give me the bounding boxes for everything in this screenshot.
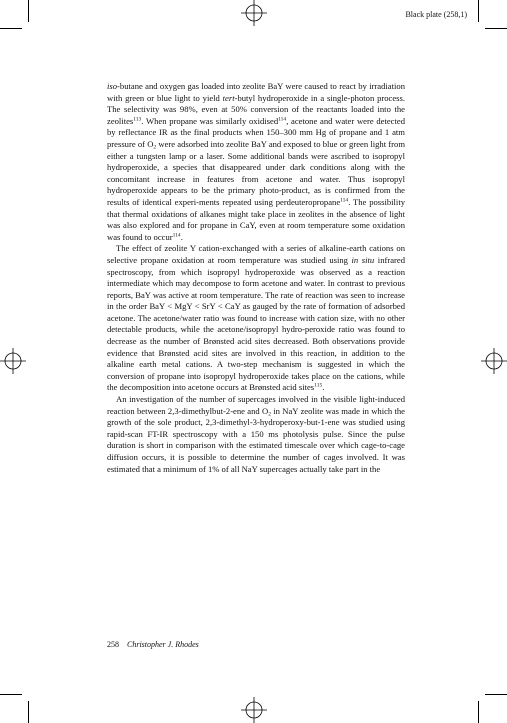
text-run: The effect of zeolite Y cation-exchanged with a series of alkaline-earth cations on selective propane oxidation at room temperature was studied using xyxy=(107,243,405,265)
paragraph xyxy=(107,243,405,394)
citation-superscript: 115 xyxy=(314,382,323,389)
text-run: were adsorbed into zeolite BaY and exposed to blue or green light from either a tungsten lamp or a laser. Some additional bands were ascribed to isopropyl hydroperoxide, a species that disappeared under dark conditions along with the concomitant increase in features from acetone and water. Thus isopropyl hydroperoxide appears to be the primary photo-product, as is confirmed from the results of identical experi-ments repeated using perdeuteropropane xyxy=(107,138,406,207)
text-run: -butyl hydroperoxide in a single-photon process. The selectivity was 98%, even at 50% conversion of the reactants loaded into the zeolites xyxy=(107,92,405,126)
text-run: . xyxy=(180,231,183,242)
text-run: . xyxy=(322,382,325,393)
crop-mark-top-left-v xyxy=(28,0,29,22)
citation-superscript: 114 xyxy=(340,197,349,204)
crop-mark-top-right-v xyxy=(478,0,479,22)
paragraph xyxy=(107,81,405,243)
text-run: . The possibility that thermal oxidations of alkanes might take place in zeolites in the absence of light was also explored and for propane in CaY, even at room temperature some oxidation was found to occur xyxy=(107,196,406,242)
text-run: in NaY zeolite was made in which the growth of the sole product, 2,3-dimethyl-3-hydroperoxy-but-1-ene was studied using rapid-scan FT-IR spectroscopy with a 150 ms photolysis pulse. Since the pulse duration is short in comparison with the estimated timescale over which cage-to-cage diffusion occurs, it is possible to determine the number of cages involved. It was estimated that a minimum of 1% of all NaY supercages actually take part in the xyxy=(107,405,405,474)
crop-mark-bottom-right-h xyxy=(485,694,507,695)
citation-superscript: 114 xyxy=(278,116,287,123)
running-foot-author: Christopher J. Rhodes xyxy=(127,640,199,649)
crop-mark-bottom-left-v xyxy=(28,701,29,723)
registration-mark-top xyxy=(241,0,267,26)
text-run: infrared spectroscopy, from which isopropyl hydroperoxide was observed as a reaction intermediate which may decompose to form acetone and water. In contrast to previous reports, BaY was active at room temperature. The rate of reaction was seen to increase in the order BaY < MgY < SrY < CaY as gauged by the rate of formation of adsorbed acetone. The acetone/water ratio was found to increase with cation size, with no other detectable products, while the acetone/isopropyl hydro-peroxide ratio was found to decrease as the number of Brønsted acid sites decreased. Both observations provide evidence that Brønsted acid sites are involved in this reaction, in addition to the alkaline earth metal cations. A two-step mechanism is suggested in which the conversion of propane into isopropyl hydroperoxide takes place on the cations, while the decomposition into acetone occurs at Brønsted acid sites xyxy=(107,254,406,393)
crop-mark-bottom-right-v xyxy=(478,701,479,723)
registration-mark-right xyxy=(481,348,507,374)
citation-superscript: 114 xyxy=(172,232,181,239)
paragraph xyxy=(107,394,405,475)
subscript: 2 xyxy=(268,411,271,418)
running-head: Black plate (258,1) xyxy=(405,10,467,19)
text-run: tert xyxy=(222,92,235,103)
crop-mark-top-right-h xyxy=(485,28,507,29)
text-run: An investigation of the number of supercages involved in the visible light-induced reaction between 2,3-dimethylbut-2-ene and O xyxy=(107,394,405,416)
body-text xyxy=(107,81,405,475)
folio xyxy=(107,640,199,649)
citation-superscript: 113 xyxy=(133,116,142,123)
text-run: . When propane was similarly oxidised xyxy=(141,115,279,126)
registration-mark-left xyxy=(0,348,26,374)
page-number: 258 xyxy=(107,640,119,649)
crop-mark-top-left-h xyxy=(0,28,22,29)
text-run: , acetone and water were detected by reflectance IR as the final products when 150–300 mm Hg of propane and 1 atm pressure of O xyxy=(107,115,405,149)
text-run: iso xyxy=(107,81,118,91)
subscript: 2 xyxy=(153,144,157,151)
registration-mark-bottom xyxy=(241,697,267,723)
crop-mark-bottom-left-h xyxy=(0,694,22,695)
text-run: -butane and oxygen gas loaded into zeolite BaY were caused to react by irradiation with green or blue light to yield xyxy=(107,81,405,103)
text-run: in situ xyxy=(351,254,375,265)
